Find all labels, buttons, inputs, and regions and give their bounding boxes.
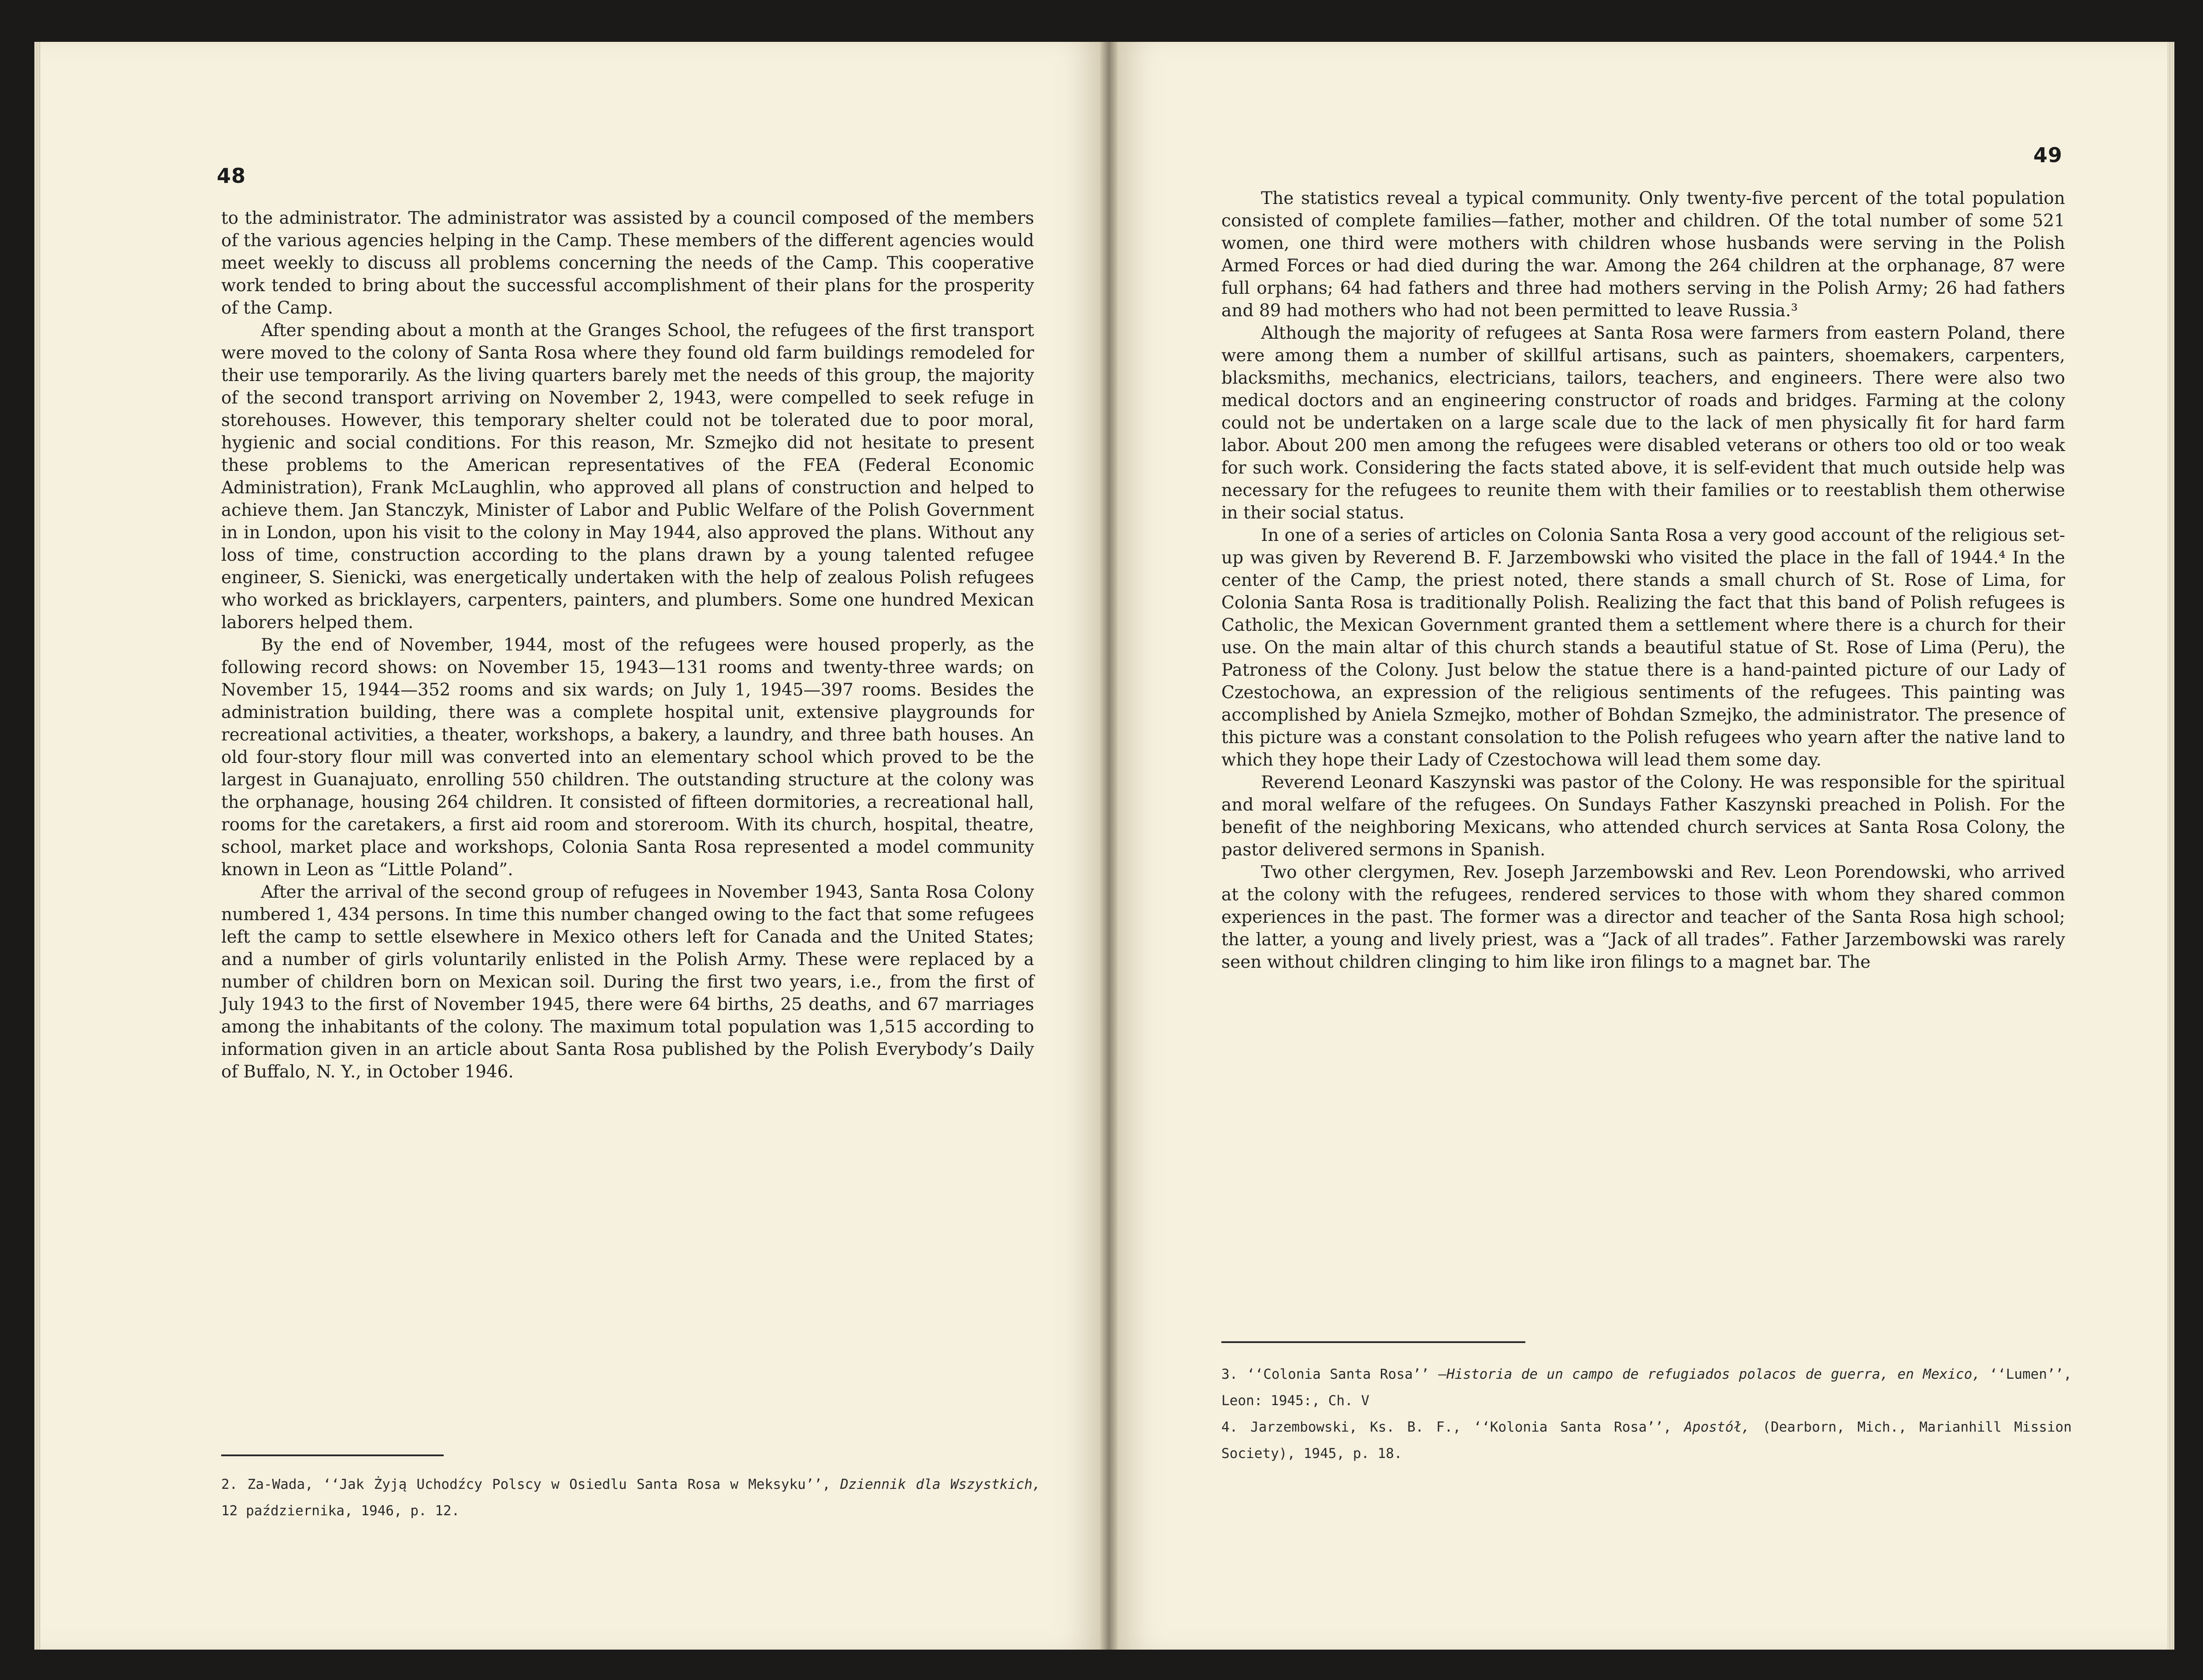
left-page-body (221, 207, 1034, 1083)
footnotes-left (221, 1471, 1041, 1524)
book-gutter (1100, 42, 1118, 1650)
footnote-divider-left (221, 1454, 444, 1456)
right-page-body (1221, 187, 2065, 973)
page-number-right: 49 (2033, 143, 2063, 167)
footnote-4-text: 4. Jarzembowski, Ks. B. F., ‘‘Kolonia Santa Rosa’’, (1221, 1419, 1672, 1435)
footnote-3-details: ‘‘Lumen’’, Leon: 1945:, Ch. V (1221, 1366, 2072, 1409)
left-page (41, 42, 1100, 1650)
page-stack-edge-right (2167, 42, 2174, 1650)
footnote-4-details: (Dearborn, Mich., Marianhill Mission Society), 1945, p. 18. (1221, 1419, 2072, 1462)
paragraph: Two other clergymen, Rev. Joseph Jarzembowski and Rev. Leon Porendowski, who arrived at the colony with the refugees, rendered services to those with whom they shared common experiences in the past. The former was a director and teacher of the Santa Rosa high school; the latter, a young and lively priest, was a “Jack of all trades”. Father Jarzembowski was rarely seen without children clinging to him like iron filings to a magnet bar. The (1221, 862, 2065, 972)
paragraph: By the end of November, 1944, most of the refugees were housed properly, as the following record shows: on November 15, 1943—131 rooms and twenty-three wards; on November 15, 1944—352 rooms and six wards; on July 1, 1945—397 rooms. Besides the administration building, there was a complete hospital unit, extensive playgrounds for recreational activities, a theater, workshops, a bakery, a laundry, and three bath houses. An old four-story flour mill was converted into an elementary school which proved to be the largest in Guanajuato, enrolling 550 children. The outstanding structure at the colony was the orphanage, housing 264 children. It consisted of fifteen dormitories, a recreational hall, rooms for the caretakers, a first aid room and storeroom. With its church, hospital, theatre, school, market place and workshops, Colonia Santa Rosa represented a model community known in Leon as “Little Poland”. (221, 635, 1034, 880)
footnote-4 (1221, 1414, 2072, 1467)
right-page (1118, 42, 2167, 1650)
footnote-2-title: Dziennik dla Wszystkich, (840, 1476, 1041, 1492)
footnote-4-title: Apostół, (1684, 1419, 1750, 1435)
footnote-divider-right (1221, 1341, 1525, 1343)
paragraph: After spending about a month at the Granges School, the refugees of the first transport were moved to the colony of Santa Rosa where they found old farm buildings remodeled for their use temporarily. As the living quarters barely met the needs of this group, the majority of the second transport arriving on November 2, 1943, were compelled to seek refuge in storehouses. However, this temporary shelter could not be tolerated due to poor moral, hygienic and social conditions. For this reason, Mr. Szmejko did not hesitate to present these problems to the American representatives of the FEA (Federal Economic Administration), Frank McLaughlin, who approved all plans of construction and helped to achieve them. Jan Stanczyk, Minister of Labor and Public Welfare of the Polish Government in in London, upon his visit to the colony in May 1944, also approved the plans. Without any loss of time, construction according to the plans drawn by a young talented refugee engineer, S. Sienicki, was energetically undertaken with the help of zealous Polish refugees who worked as bricklayers, carpenters, painters, and plumbers. Some one hundred Mexican laborers helped them. (221, 321, 1034, 633)
page-stack-edge-left (34, 42, 41, 1650)
paragraph: Reverend Leonard Kaszynski was pastor of the Colony. He was responsible for the spiritual and moral welfare of the refugees. On Sundays Father Kaszynski preached in Polish. For the benefit of the neighboring Mexicans, who attended church services at Santa Rosa Colony, the pastor delivered sermons in Spanish. (1221, 773, 2065, 860)
paragraph: In one of a series of articles on Colonia Santa Rosa a very good account of the religious set-up was given by Reverend B. F. Jarzembowski who visited the place in the fall of 1944.⁴ In the center of the Camp, the priest noted, there stands a small church of St. Rose of Lima, for Colonia Santa Rosa is traditionally Polish. Realizing the fact that this band of Polish refugees is Catholic, the Mexican Government granted them a settlement where there is a church for their use. On the main altar of this church stands a beautiful statue of St. Rose of Lima (Peru), the Patroness of the Colony. Just below the statue there is a hand-painted picture of our Lady of Czestochowa, an expression of the religious sentiments of the refugees. This painting was accomplished by Aniela Szmejko, mother of Bohdan Szmejko, the administrator. The presence of this picture was a constant consolation to the Polish refugees who yearn after the native land to which they hope their Lady of Czestochowa will lead them some day. (1221, 525, 2065, 770)
footnote-2 (221, 1471, 1041, 1524)
paragraph: The statistics reveal a typical community. Only twenty-five percent of the total population consisted of complete families—father, mother and children. Of the total number of some 521 women, one third were mothers with children whose husbands were serving in the Polish Armed Forces or had died during the war. Among the 264 children at the orphanage, 87 were full orphans; 64 had fathers and three had mothers serving in the Polish Army; 26 had fathers and 89 had mothers who had not been permitted to leave Russia.³ (1221, 189, 2065, 321)
footnote-2-details: 12 października, 1946, p. 12. (221, 1503, 460, 1519)
footnote-3-text: 3. ‘‘Colonia Santa Rosa’’ — (1221, 1366, 1446, 1382)
footnote-3 (1221, 1361, 2072, 1414)
footnote-2-text: 2. Za-Wada, ‘‘Jak Żyją Uchodźcy Polscy w Osiedlu Santa Rosa w Meksyku’’, (221, 1476, 831, 1492)
footnotes-right (1221, 1361, 2072, 1467)
page-number-left: 48 (217, 164, 246, 188)
paragraph: After the arrival of the second group of refugees in November 1943, Santa Rosa Colony numbered 1, 434 persons. In time this number changed owing to the fact that some refugees left the camp to settle elsewhere in Mexico others left for Canada and the United States; and a number of girls voluntarily enlisted in the Polish Army. These were replaced by a number of children born on Mexican soil. During the first two years, i.e., from the first of July 1943 to the first of November 1945, there were 64 births, 25 deaths, and 67 marriages among the inhabitants of the colony. The maximum total population was 1,515 according to information given in an article about Santa Rosa published by the Polish Everybody’s Daily of Buffalo, N. Y., in October 1946. (221, 882, 1034, 1082)
paragraph: to the administrator. The administrator was assisted by a council composed of the members of the various agencies helping in the Camp. These members of the different agencies would meet weekly to discuss all problems concerning the needs of the Camp. This cooperative work tended to bring about the successful accomplishment of their plans for the prosperity of the Camp. (221, 208, 1034, 318)
footnote-3-title: Historia de un campo de refugiados polacos de guerra, en Mexico, (1446, 1366, 1980, 1382)
paragraph: Although the majority of refugees at Santa Rosa were farmers from eastern Poland, there were among them a number of skillful artisans, such as painters, shoemakers, carpenters, blacksmiths, mechanics, electricians, tailors, teachers, and engineers. There were also two medical doctors and an engineering constructor of roads and bridges. Farming at the colony could not be undertaken on a large scale due to the lack of men physically fit for hard farm labor. About 200 men among the refugees were disabled veterans or others too old or too weak for such work. Considering the facts stated above, it is self-evident that much outside help was necessary for the refugees to reunite them with their families or to reestablish them otherwise in their social status. (1221, 323, 2065, 523)
